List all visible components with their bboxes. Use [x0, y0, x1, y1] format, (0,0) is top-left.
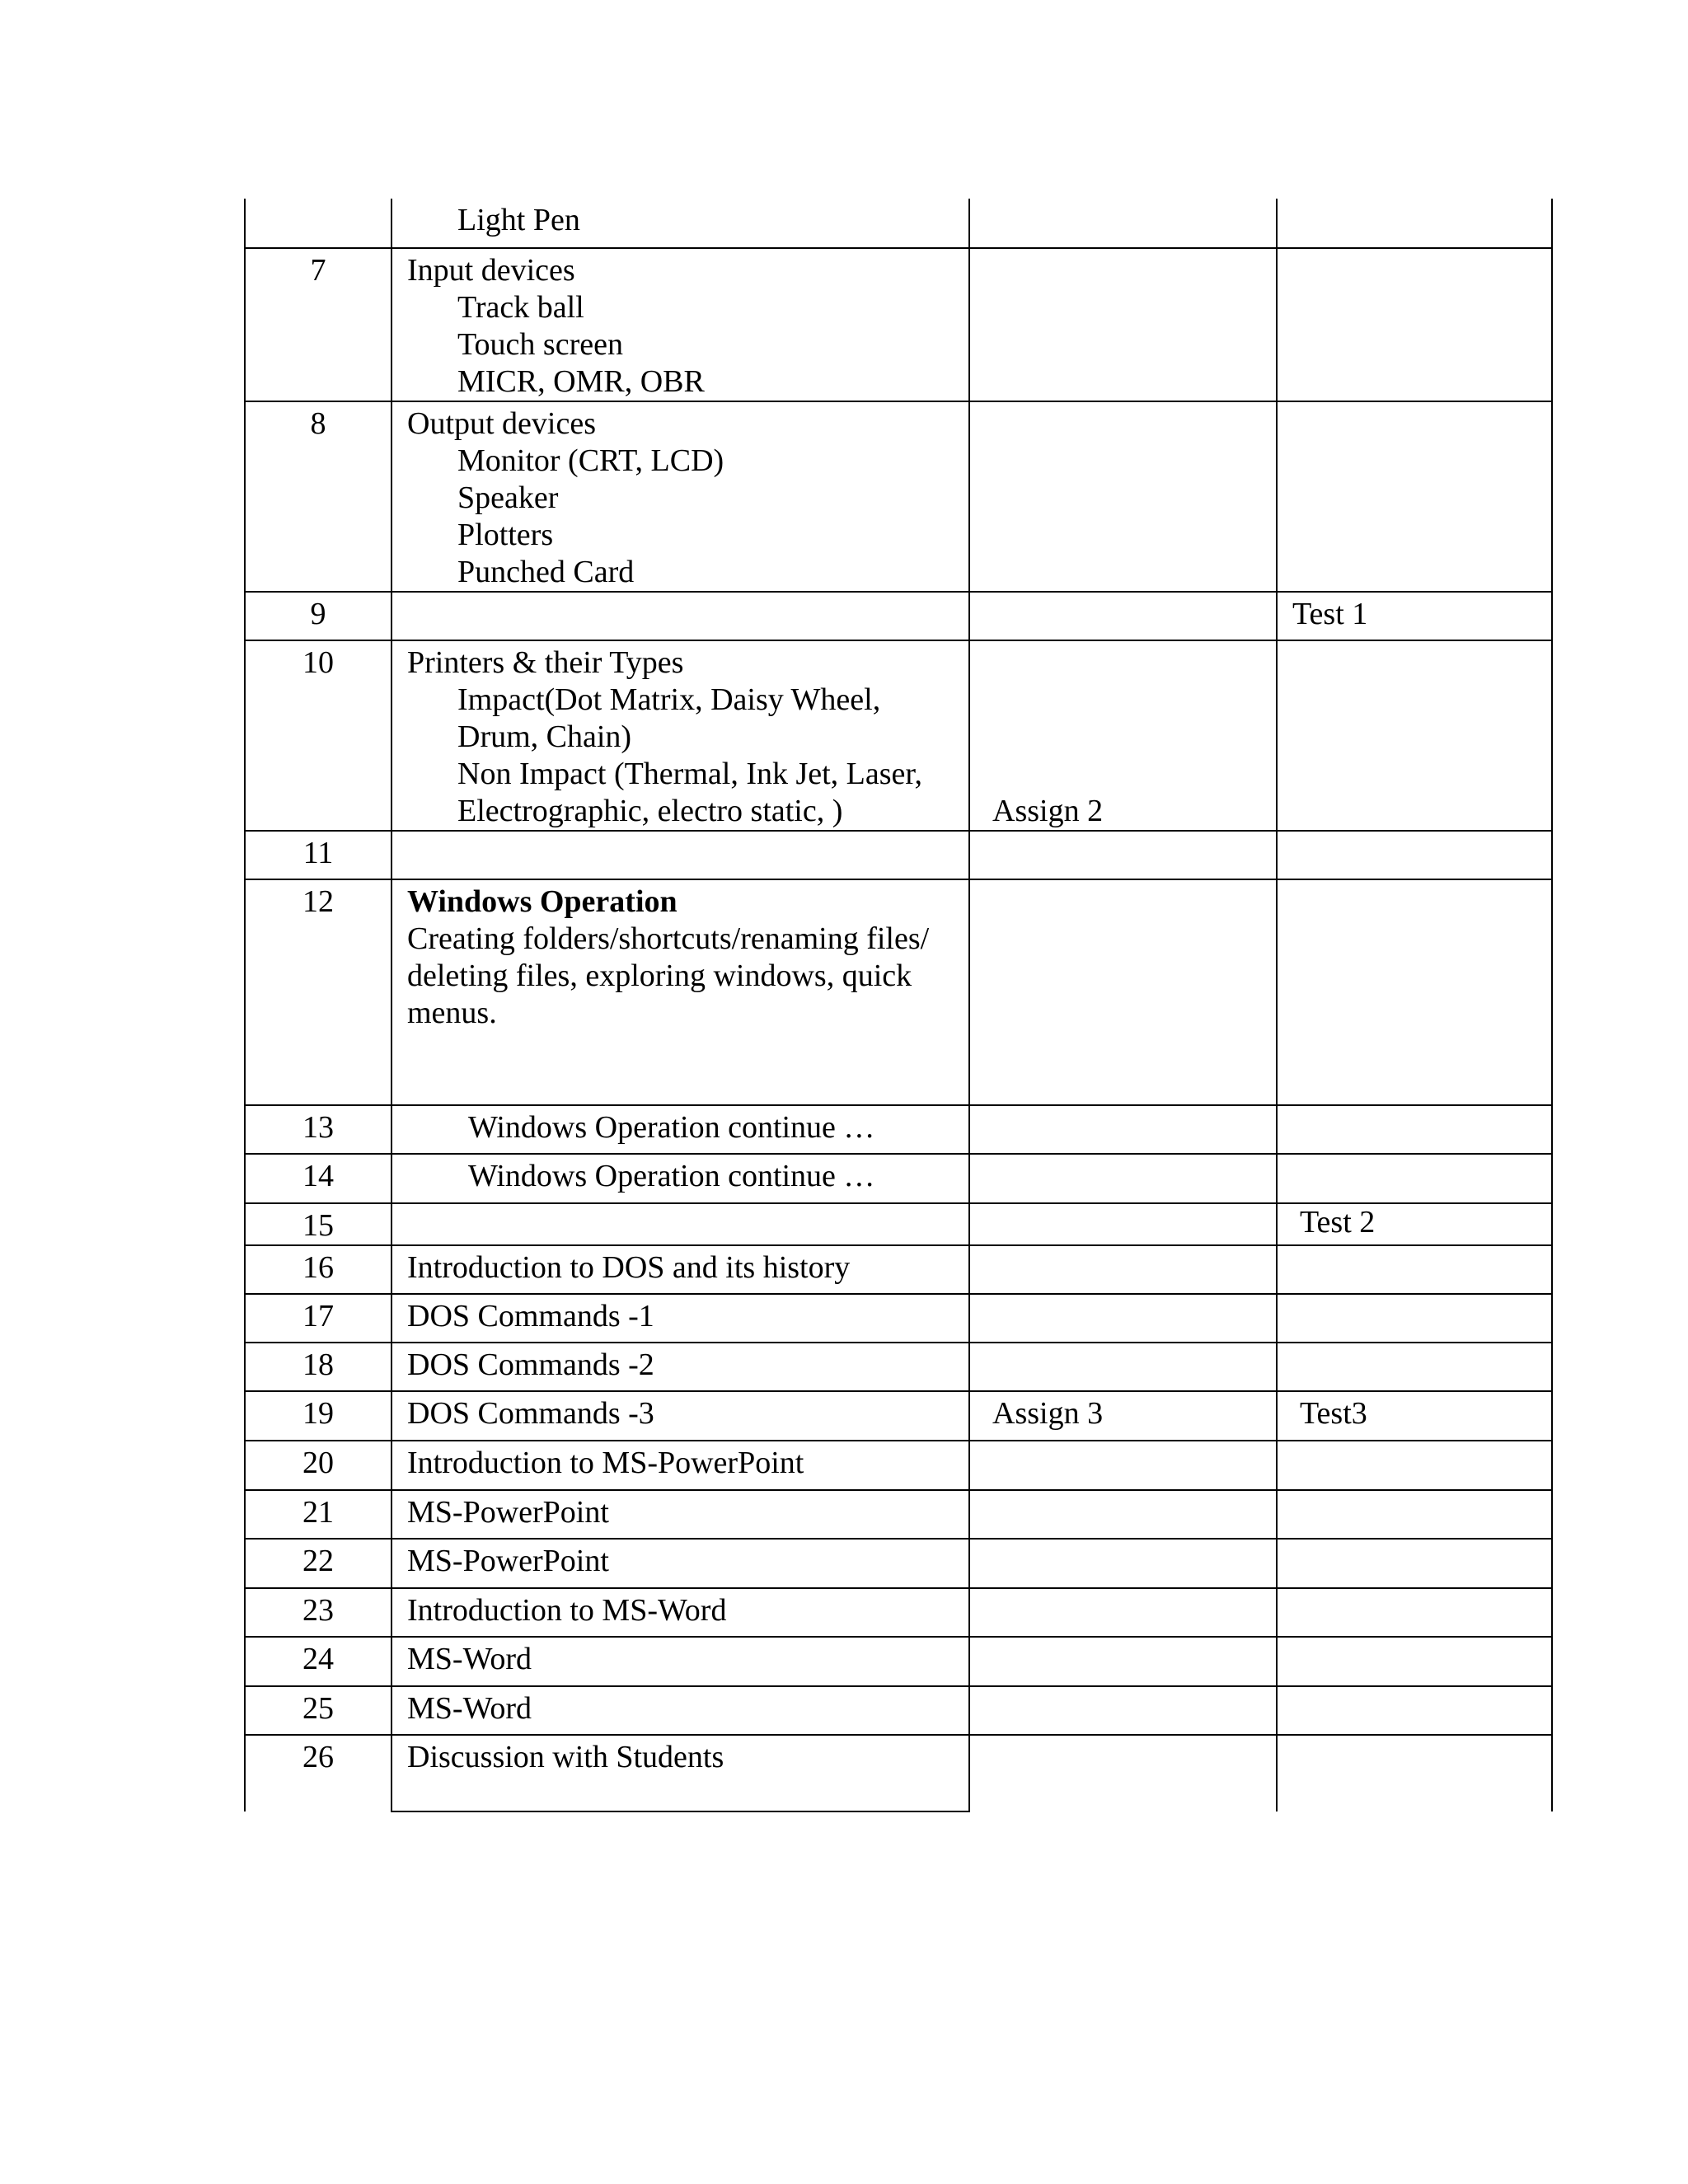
- table-row: [245, 248, 1552, 401]
- topic-cell: [392, 248, 969, 401]
- test-cell: Test 2: [1277, 1203, 1552, 1245]
- assignment-cell: [969, 1294, 1277, 1343]
- subtopic: Track ball: [457, 290, 584, 325]
- week-number-cell: 25: [245, 1686, 392, 1735]
- lecture-plan-table: [244, 199, 1553, 1812]
- assignment-cell: [969, 831, 1277, 879]
- topic-title: Printers & their Types: [407, 645, 684, 680]
- assignment-cell: [969, 1203, 1277, 1245]
- subtopic: Light Pen: [457, 203, 580, 237]
- week-number-cell: 18: [245, 1343, 392, 1391]
- assignment-cell: [969, 1686, 1277, 1735]
- assignment-cell: [969, 248, 1277, 401]
- week-number-cell: 8: [245, 401, 392, 592]
- topic-cell: [392, 879, 969, 1105]
- test-cell: [1277, 248, 1552, 401]
- topic-cell: [392, 592, 969, 640]
- subtopic: Impact(Dot Matrix, Daisy Wheel,: [457, 682, 881, 717]
- week-number-cell: 14: [245, 1154, 392, 1203]
- assignment-cell: [969, 592, 1277, 640]
- topic-title: Output devices: [407, 406, 597, 441]
- topic-title: Windows Operation continue …: [468, 1159, 875, 1193]
- week-number-cell: 19: [245, 1391, 392, 1441]
- subtopic: Speaker: [457, 480, 559, 515]
- subtopic: Non Impact (Thermal, Ink Jet, Laser,: [457, 757, 923, 791]
- assignment-cell: [969, 1441, 1277, 1490]
- test-cell: Test 1: [1277, 592, 1552, 640]
- topic-cell: Introduction to MS-PowerPoint: [392, 1441, 969, 1490]
- week-number-cell: 26: [245, 1735, 392, 1811]
- table-row: [245, 1441, 1552, 1490]
- test-cell: [1277, 1343, 1552, 1391]
- subtopic: Plotters: [457, 518, 554, 552]
- topic-cell: DOS Commands -2: [392, 1343, 969, 1391]
- week-number-cell: 24: [245, 1637, 392, 1686]
- topic-cell: MS-PowerPoint: [392, 1539, 969, 1588]
- table-row: [245, 1391, 1552, 1441]
- topic-cell: [392, 401, 969, 592]
- test-cell: [1277, 1588, 1552, 1637]
- topic-title: Input devices: [407, 253, 575, 288]
- table-row: [245, 1637, 1552, 1686]
- topic-cell: [392, 1154, 969, 1203]
- assignment-cell: [969, 1245, 1277, 1294]
- topic-cell: [392, 831, 969, 879]
- assignment-cell: [969, 1637, 1277, 1686]
- topic-cell: MS-PowerPoint: [392, 1490, 969, 1539]
- test-cell: [1277, 1686, 1552, 1735]
- table-row: [245, 640, 1552, 831]
- week-number-cell: [245, 199, 392, 248]
- topic-cell: DOS Commands -1: [392, 1294, 969, 1343]
- assignment-cell: Assign 3: [969, 1391, 1277, 1441]
- table-row: [245, 1294, 1552, 1343]
- test-cell: [1277, 879, 1552, 1105]
- table-row: [245, 1490, 1552, 1539]
- table-row: [245, 1686, 1552, 1735]
- assignment-cell: [969, 1343, 1277, 1391]
- test-cell: [1277, 831, 1552, 879]
- week-number-cell: 20: [245, 1441, 392, 1490]
- test-cell: [1277, 1154, 1552, 1203]
- test-cell: [1277, 199, 1552, 248]
- week-number-cell: 17: [245, 1294, 392, 1343]
- subtopic: Drum, Chain): [457, 719, 632, 754]
- test-cell: [1277, 1105, 1552, 1154]
- assignment-cell: [969, 879, 1277, 1105]
- week-number-cell: 22: [245, 1539, 392, 1588]
- table-row: [245, 1154, 1552, 1203]
- assignment-cell: [969, 1539, 1277, 1588]
- assignment-cell: [969, 1154, 1277, 1203]
- week-number-cell: 12: [245, 879, 392, 1105]
- week-number-cell: 9: [245, 592, 392, 640]
- subtopic: Electrographic, electro static, ): [457, 794, 843, 828]
- topic-cell: MS-Word: [392, 1637, 969, 1686]
- topic-cell: [392, 1105, 969, 1154]
- assignment-cell: [969, 640, 1277, 831]
- topic-cell: MS-Word: [392, 1686, 969, 1735]
- topic-cell: Introduction to DOS and its history: [392, 1245, 969, 1294]
- assignment-cell: [969, 1490, 1277, 1539]
- topic-cell: DOS Commands -3: [392, 1391, 969, 1441]
- topic-cell: [392, 1203, 969, 1245]
- test-cell: [1277, 1637, 1552, 1686]
- topic-cell: [392, 199, 969, 248]
- topic-cell: Introduction to MS-Word: [392, 1588, 969, 1637]
- table-row: [245, 1735, 1552, 1811]
- table-row: [245, 879, 1552, 1105]
- table-row: [245, 1343, 1552, 1391]
- week-number-cell: 23: [245, 1588, 392, 1637]
- table-row: [245, 401, 1552, 592]
- assignment-cell: [969, 1105, 1277, 1154]
- week-number-cell: 10: [245, 640, 392, 831]
- test-cell: [1277, 401, 1552, 592]
- test-cell: [1277, 1539, 1552, 1588]
- topic-description: Creating folders/shortcuts/renaming files/ deleting files, exploring windows, quick menus.: [407, 921, 930, 1030]
- test-cell: [1277, 1490, 1552, 1539]
- topic-cell: [392, 640, 969, 831]
- table-row: [245, 831, 1552, 879]
- assignment-cell: [969, 1735, 1277, 1811]
- test-cell: [1277, 1441, 1552, 1490]
- test-cell: [1277, 1294, 1552, 1343]
- table-row: [245, 1539, 1552, 1588]
- topic-heading: Windows Operation: [407, 884, 678, 919]
- topic-cell: Discussion with Students: [392, 1735, 969, 1811]
- subtopic: MICR, OMR, OBR: [457, 364, 705, 399]
- table-row: [245, 199, 1552, 248]
- subtopic: Touch screen: [457, 327, 623, 362]
- test-cell: [1277, 1245, 1552, 1294]
- week-number-cell: 16: [245, 1245, 392, 1294]
- week-number-cell: 7: [245, 248, 392, 401]
- week-number-cell: 11: [245, 831, 392, 879]
- table-row: [245, 592, 1552, 640]
- assignment-cell: [969, 401, 1277, 592]
- subtopic: Punched Card: [457, 555, 635, 589]
- test-cell: Test3: [1277, 1391, 1552, 1441]
- week-number-cell: 21: [245, 1490, 392, 1539]
- test-cell: [1277, 1735, 1552, 1811]
- assignment-cell: [969, 199, 1277, 248]
- assignment-label: Assign 2: [992, 794, 1104, 828]
- topic-title: Windows Operation continue …: [468, 1110, 875, 1145]
- subtopic: Monitor (CRT, LCD): [457, 443, 724, 478]
- assignment-cell: [969, 1588, 1277, 1637]
- week-number-cell: 15: [245, 1203, 392, 1245]
- test-cell: [1277, 640, 1552, 831]
- table-row: [245, 1588, 1552, 1637]
- table-row: [245, 1245, 1552, 1294]
- week-number-cell: 13: [245, 1105, 392, 1154]
- table-row: [245, 1105, 1552, 1154]
- table-row: [245, 1203, 1552, 1245]
